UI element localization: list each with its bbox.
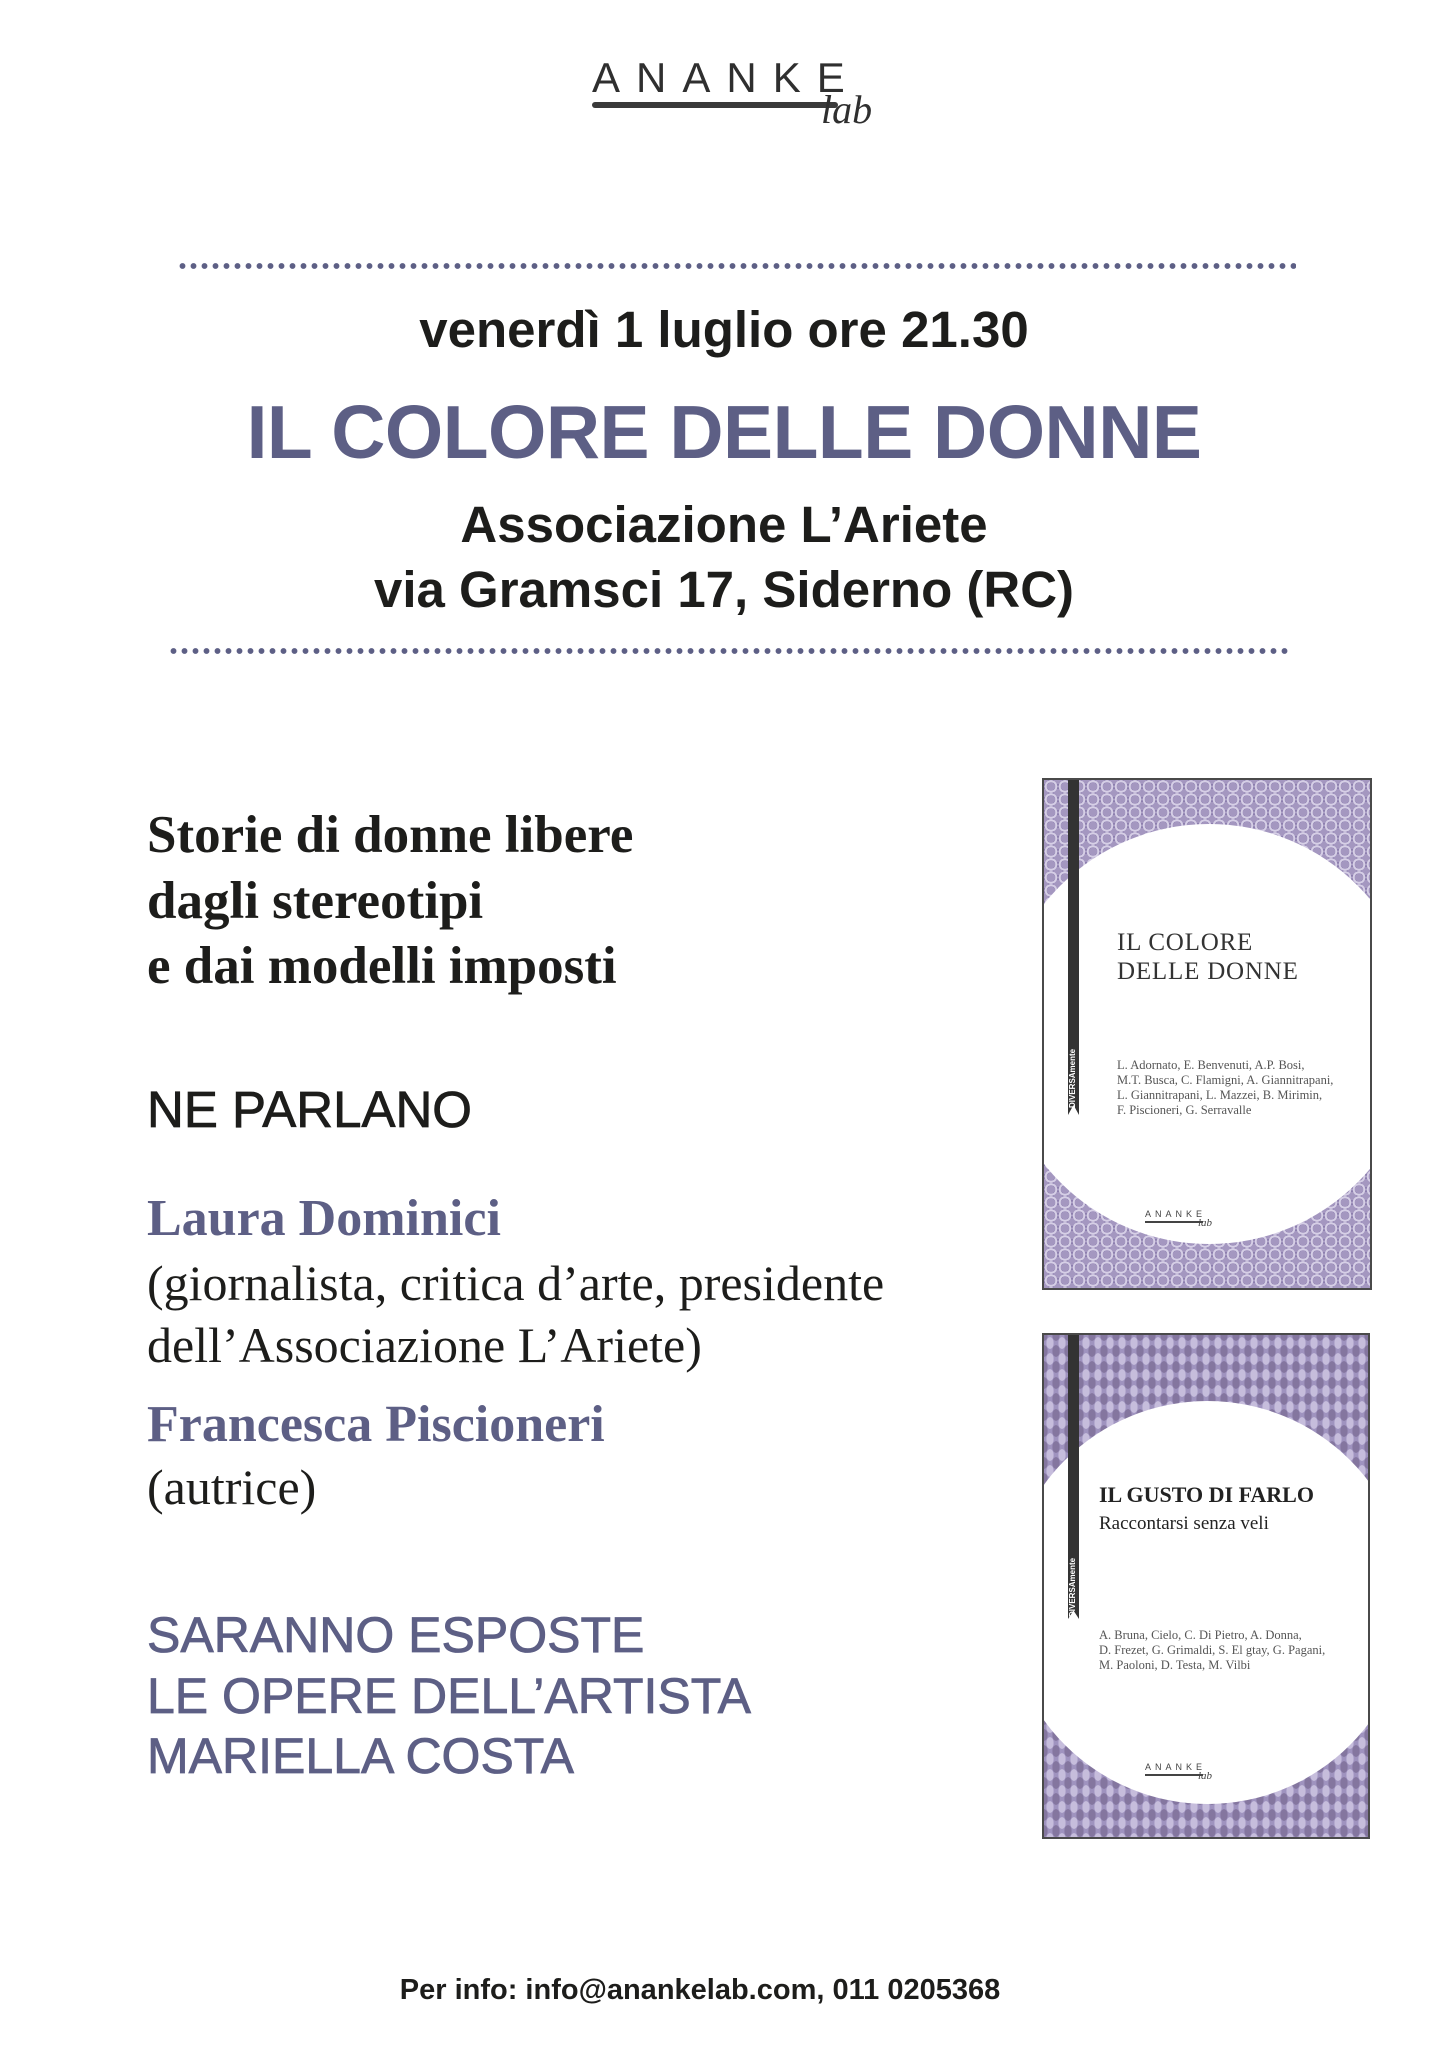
cover-authors-line: M. Paoloni, D. Testa, M. Vilbi xyxy=(1099,1658,1251,1672)
cover-logo-lab: lab xyxy=(1198,1217,1213,1229)
logo-wordmark: ANANKE xyxy=(592,54,861,101)
cover-white-circle xyxy=(1042,824,1372,1244)
logo-lab-script: lab xyxy=(821,87,873,132)
series-label: DIVERSAmente xyxy=(1068,1048,1077,1108)
cover-title-line: DELLE DONNE xyxy=(1117,958,1299,985)
exhibition-line: MARIELLA COSTA xyxy=(147,1728,574,1784)
cover-authors-line: A. Bruna, Cielo, C. Di Pietro, A. Donna, xyxy=(1099,1628,1302,1642)
cover-authors-line: L. Giannitrapani, L. Mazzei, B. Mirimin, xyxy=(1117,1088,1323,1102)
dotted-divider-top xyxy=(177,262,1296,270)
event-address: via Gramsci 17, Siderno (RC) xyxy=(373,561,1075,618)
ananke-lab-logo xyxy=(592,54,892,137)
exhibition-line: LE OPERE DELL’ARTISTA xyxy=(147,1668,751,1724)
tagline-line: e dai modelli imposti xyxy=(147,937,617,995)
cover-subtitle: Raccontarsi senza veli xyxy=(1099,1513,1269,1534)
cover-logo-wordmark: ANANKE xyxy=(1145,1762,1207,1772)
cover-publisher-logo xyxy=(1145,1763,1225,1787)
speaker-role: (autrice) xyxy=(147,1459,317,1515)
cover-authors-line: L. Adornato, E. Benvenuti, A.P. Bosi, xyxy=(1117,1058,1305,1072)
event-venue: Associazione L’Ariete xyxy=(460,496,988,553)
cover-logo-underline xyxy=(1145,1221,1203,1223)
speaker-name: Laura Dominici xyxy=(147,1190,501,1247)
speaker-role: (giornalista, critica d’arte, presidente xyxy=(147,1255,885,1311)
contact-info: Per info: info@anankelab.com, 011 0205368 xyxy=(399,1974,1001,2006)
speaker-name: Francesca Piscioneri xyxy=(147,1396,605,1453)
series-label: DIVERSAmente xyxy=(1068,1557,1077,1617)
cover-white-circle xyxy=(1042,1401,1370,1804)
cover-logo-lab: lab xyxy=(1198,1770,1213,1782)
cover-title-line: IL COLORE xyxy=(1117,929,1254,956)
speakers-heading: NE PARLANO xyxy=(147,1081,472,1138)
cover-authors-line: F. Piscioneri, G. Serravalle xyxy=(1117,1103,1252,1117)
tagline-line: Storie di donne libere xyxy=(147,806,634,864)
book-cover-il-colore-delle-donne xyxy=(1042,778,1372,1290)
cover-publisher-logo xyxy=(1145,1210,1225,1234)
cover-logo-wordmark: ANANKE xyxy=(1145,1209,1207,1219)
speaker-role: dell’Associazione L’Ariete) xyxy=(147,1317,702,1373)
exhibition-line: SARANNO ESPOSTE xyxy=(147,1607,645,1663)
event-title: IL COLORE DELLE DONNE xyxy=(246,390,1202,474)
cover-logo-underline xyxy=(1145,1774,1203,1776)
event-datetime: venerdì 1 luglio ore 21.30 xyxy=(419,301,1029,358)
cover-title: IL GUSTO DI FARLO xyxy=(1099,1482,1314,1507)
cover-authors-line: M.T. Busca, C. Flamigni, A. Giannitrapani, xyxy=(1117,1073,1334,1087)
cover-authors-line: D. Frezet, G. Grimaldi, S. El gtay, G. Pagani, xyxy=(1099,1643,1326,1657)
book-cover-il-gusto-di-farlo xyxy=(1042,1333,1370,1839)
logo-underline xyxy=(592,102,838,108)
tagline-line: dagli stereotipi xyxy=(147,872,484,930)
dotted-divider-bottom xyxy=(168,647,1290,655)
